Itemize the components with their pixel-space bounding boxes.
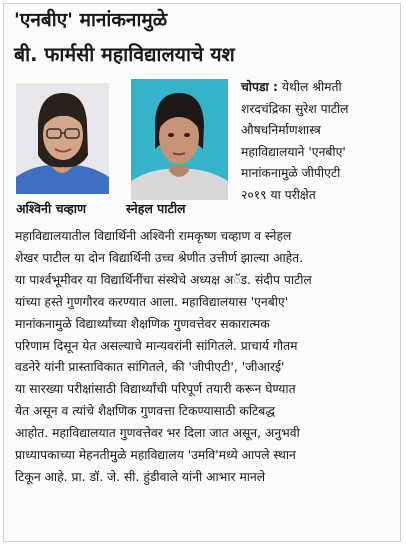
caption-ashwini: अश्विनी चव्हाण [16,201,87,216]
article-body [15,226,397,489]
body-line: आहोत. महाविद्यालयात गुणवत्तेवर भर दिला जात असून, अनुभवी [15,426,300,441]
intro-line: २०१९ या परीक्षेत [241,187,316,202]
intro-line: मानांकनामुळे जीपीएटी [241,166,341,180]
body-line: महाविद्यालयातील विद्यार्थिनी अश्विनी रामकृष्ण चव्हाण व स्नेहल [15,229,292,243]
intro-line: शरदचंद्रिका सुरेश पाटील [241,101,349,116]
body-line: शेखर पाटील या दोन विद्यार्थिनी उच्च श्रेणीत उत्तीर्ण झाल्या आहेत. [15,250,304,265]
article-intro-column [241,77,399,206]
body-line: प्राध्यापकाच्या मेहनतीमुळे महाविद्यालय 'उमवि'मध्ये आपले स्थान [15,448,296,463]
body-line: टिकून आहे. प्रा. डॉ. जे. सी. हुंडीवाले यांनी आभार मानले [15,469,266,484]
newspaper-clipping [3,3,401,542]
body-line: परिणाम दिसून येत असल्याचे मान्यवरांनी सांगितले. प्राचार्य गौतम [15,338,298,353]
body-line: यांच्या हस्ते गुणगौरव करण्यात आला. महाविद्यालयास 'एनबीए' [15,294,289,309]
body-line: येत असून व त्यांचे शैक्षणिक गुणवत्ता टिकण्यासाठी कटिबद्ध [15,404,276,419]
body-line: या सारख्या परीक्षांसाठी विद्यार्थ्यांची परिपूर्ण तयारी करून घेण्यात [15,382,296,397]
body-line: वडनेरे यांनी प्रास्ताविकात सांगितले, की 'जीपीएटी', 'जीआरई' [15,360,285,375]
photo-ashwini-chavan [16,83,109,194]
intro-line: येथील श्रीमती [281,80,342,94]
caption-snehal: स्नेहल पाटील [126,201,186,216]
intro-line: औषधनिर्माणशास्त्र [241,123,321,137]
dateline: चोपडा : [241,80,278,94]
body-line: मानांकनामुळे विद्यार्थ्यांच्या शैक्षणिक गुणवत्तेवर सकारात्मक [15,316,270,331]
intro-line: महाविद्यालयाने 'एनबीए' [241,144,346,159]
body-line: या पार्श्वभूमीवर या विद्यार्थिनींचा संस्थेचे अध्यक्ष अॅड. संदीप पाटील [15,272,312,287]
headline-line-2: बी. फार्मसी महाविद्यालयाचे यश [14,43,235,66]
headline-line-1: 'एनबीए' मानांकनामुळे [14,9,168,31]
photo-snehal-patil [131,79,228,200]
